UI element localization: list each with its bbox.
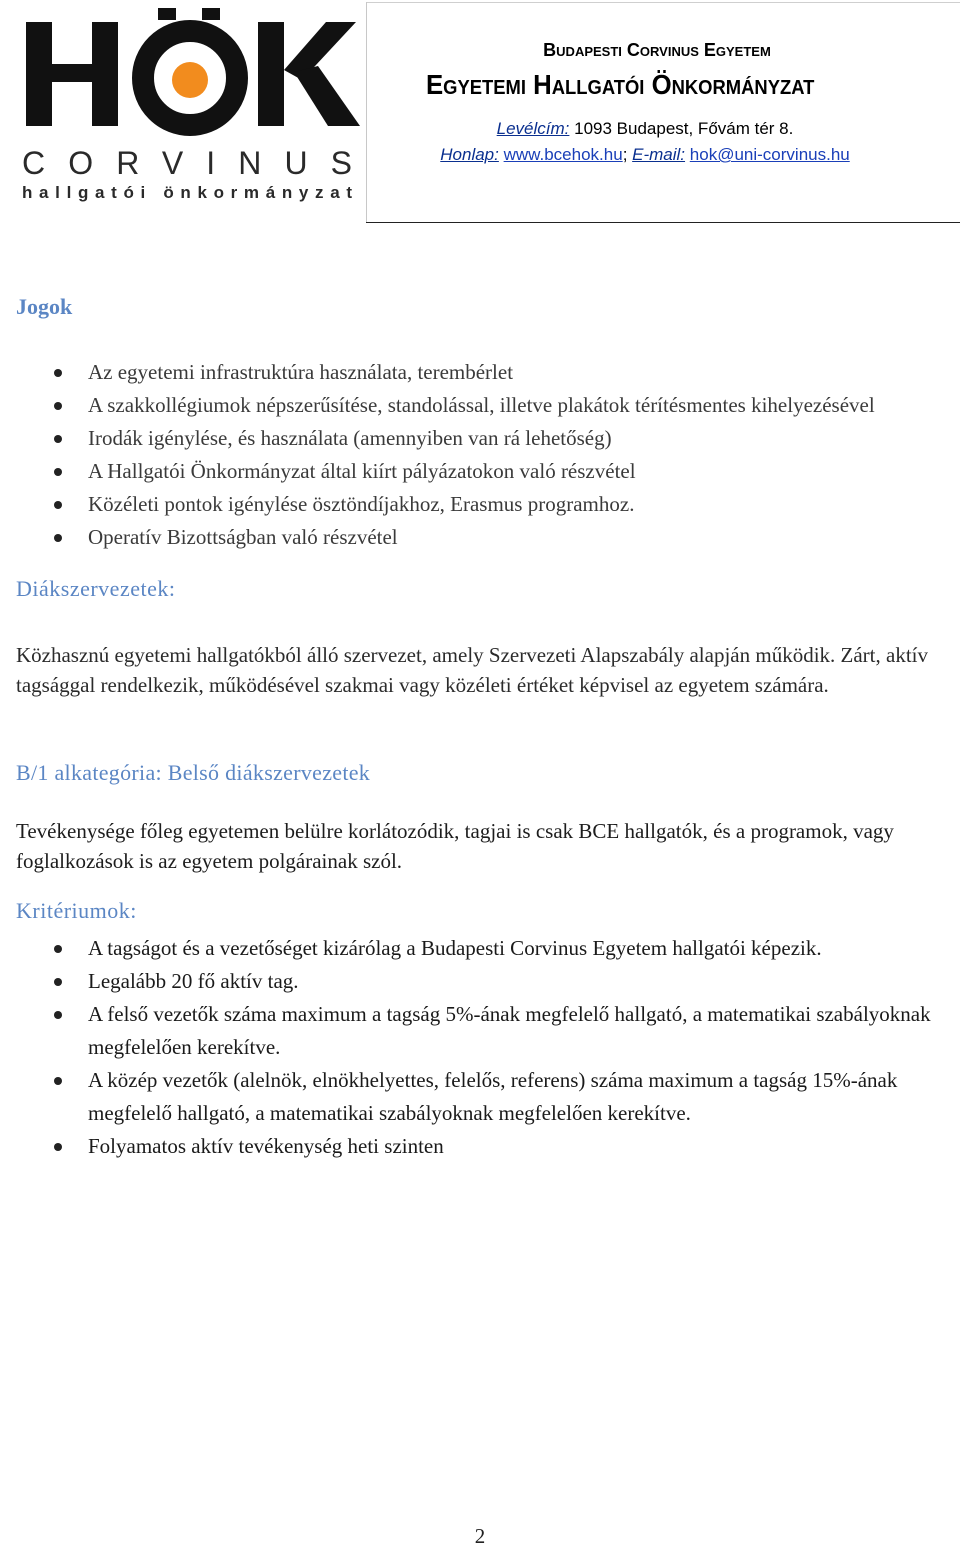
criteria-heading: Kritériumok: bbox=[16, 898, 137, 923]
list-item: A közép vezetők (alelnök, elnökhelyettes, felelős, referens) száma maximum a tagság 15%-ának megfelelő hallgató, a matematikai szabályoknak megfelelően kerekítve. bbox=[16, 1064, 936, 1130]
bullet-icon bbox=[54, 1011, 62, 1019]
email-link[interactable]: hok@uni-corvinus.hu bbox=[689, 145, 850, 164]
logo-corvinus-text: CORVINUS bbox=[22, 145, 352, 181]
student-orgs-description: Közhasznú egyetemi hallgatókból álló szervezet, amely Szervezeti Alapszabály alapján működik. Zárt, aktív tagsággal rendelkezik, működésével szakmai vagy közéleti értéket képvisel az egyetem számára. bbox=[16, 643, 928, 697]
logo-umlaut-left bbox=[158, 8, 176, 20]
homepage-label: Honlap: bbox=[440, 145, 499, 164]
contact-separator: ; bbox=[622, 145, 633, 164]
bullet-icon bbox=[54, 435, 62, 443]
list-item: Az egyetemi infrastruktúra használata, terembérlet bbox=[16, 356, 936, 389]
rights-heading: Jogok bbox=[16, 294, 73, 319]
hok-corvinus-logo bbox=[22, 8, 362, 208]
bullet-icon bbox=[54, 468, 62, 476]
logo-orange-dot bbox=[172, 62, 208, 98]
bullet-icon bbox=[54, 978, 62, 986]
list-item: Közéleti pontok igénylése ösztöndíjakhoz, Erasmus programhoz. bbox=[16, 488, 936, 521]
list-item: A Hallgatói Önkormányzat által kiírt pályázatokon való részvétel bbox=[16, 455, 936, 488]
email-label: E-mail: bbox=[632, 145, 686, 164]
letterhead bbox=[0, 0, 960, 224]
list-item: Folyamatos aktív tevékenység heti szinten bbox=[16, 1130, 936, 1163]
organization-name: Egyetemi Hallgatói Önkormányzat bbox=[426, 69, 815, 100]
organization-info bbox=[370, 36, 960, 168]
logo-tagline-text: hallgatói önkormányzat bbox=[22, 183, 352, 202]
student-orgs-heading: Diákszervezetek: bbox=[16, 576, 176, 601]
bullet-icon bbox=[54, 369, 62, 377]
header-top-rule bbox=[366, 2, 960, 3]
list-item: Legalább 20 fő aktív tag. bbox=[16, 965, 936, 998]
university-name: Budapesti Corvinus Egyetem bbox=[543, 40, 771, 60]
logo-h-right bbox=[92, 22, 118, 126]
logo-graphic bbox=[22, 8, 362, 208]
list-item: Irodák igénylése, és használata (amennyiben van rá lehetőség) bbox=[16, 422, 936, 455]
list-item: A szakkollégiumok népszerűsítése, standolással, illetve plakátok térítésmentes kihelyezésével bbox=[16, 389, 936, 422]
bullet-icon bbox=[54, 501, 62, 509]
bullet-icon bbox=[54, 1077, 62, 1085]
bullet-icon bbox=[54, 1143, 62, 1151]
bullet-icon bbox=[54, 402, 62, 410]
document-body bbox=[16, 290, 936, 1163]
homepage-link[interactable]: www.bcehok.hu bbox=[503, 145, 623, 164]
subcategory-description: Tevékenysége főleg egyetemen belülre korlátozódik, tagjai is csak BCE hallgatók, és a programok, vagy foglalkozások is az egyetem polgárainak szól. bbox=[16, 819, 894, 873]
postal-address bbox=[330, 116, 960, 142]
page-number: 2 bbox=[474, 1524, 486, 1548]
logo-h-bar bbox=[50, 64, 94, 82]
header-divider bbox=[366, 2, 367, 222]
logo-k-stem bbox=[258, 22, 284, 126]
header-bottom-rule bbox=[366, 222, 960, 223]
criteria-list bbox=[16, 932, 936, 1163]
contact-line bbox=[330, 142, 960, 168]
address-label: Levélcím: bbox=[496, 119, 570, 138]
list-item: Operatív Bizottságban való részvétel bbox=[16, 521, 936, 554]
bullet-icon bbox=[54, 945, 62, 953]
logo-umlaut-right bbox=[202, 8, 220, 20]
bullet-icon bbox=[54, 534, 62, 542]
subcategory-heading: B/1 alkategória: Belső diákszervezetek bbox=[16, 760, 371, 785]
list-item: A tagságot és a vezetőséget kizárólag a Budapesti Corvinus Egyetem hallgatói képezik. bbox=[16, 932, 936, 965]
rights-list bbox=[16, 356, 936, 554]
list-item: A felső vezetők száma maximum a tagság 5%-ának megfelelő hallgató, a matematikai szabályoknak megfelelően kerekítve. bbox=[16, 998, 936, 1064]
logo-h-left bbox=[26, 22, 52, 126]
address-value: 1093 Budapest, Fővám tér 8. bbox=[569, 119, 794, 138]
